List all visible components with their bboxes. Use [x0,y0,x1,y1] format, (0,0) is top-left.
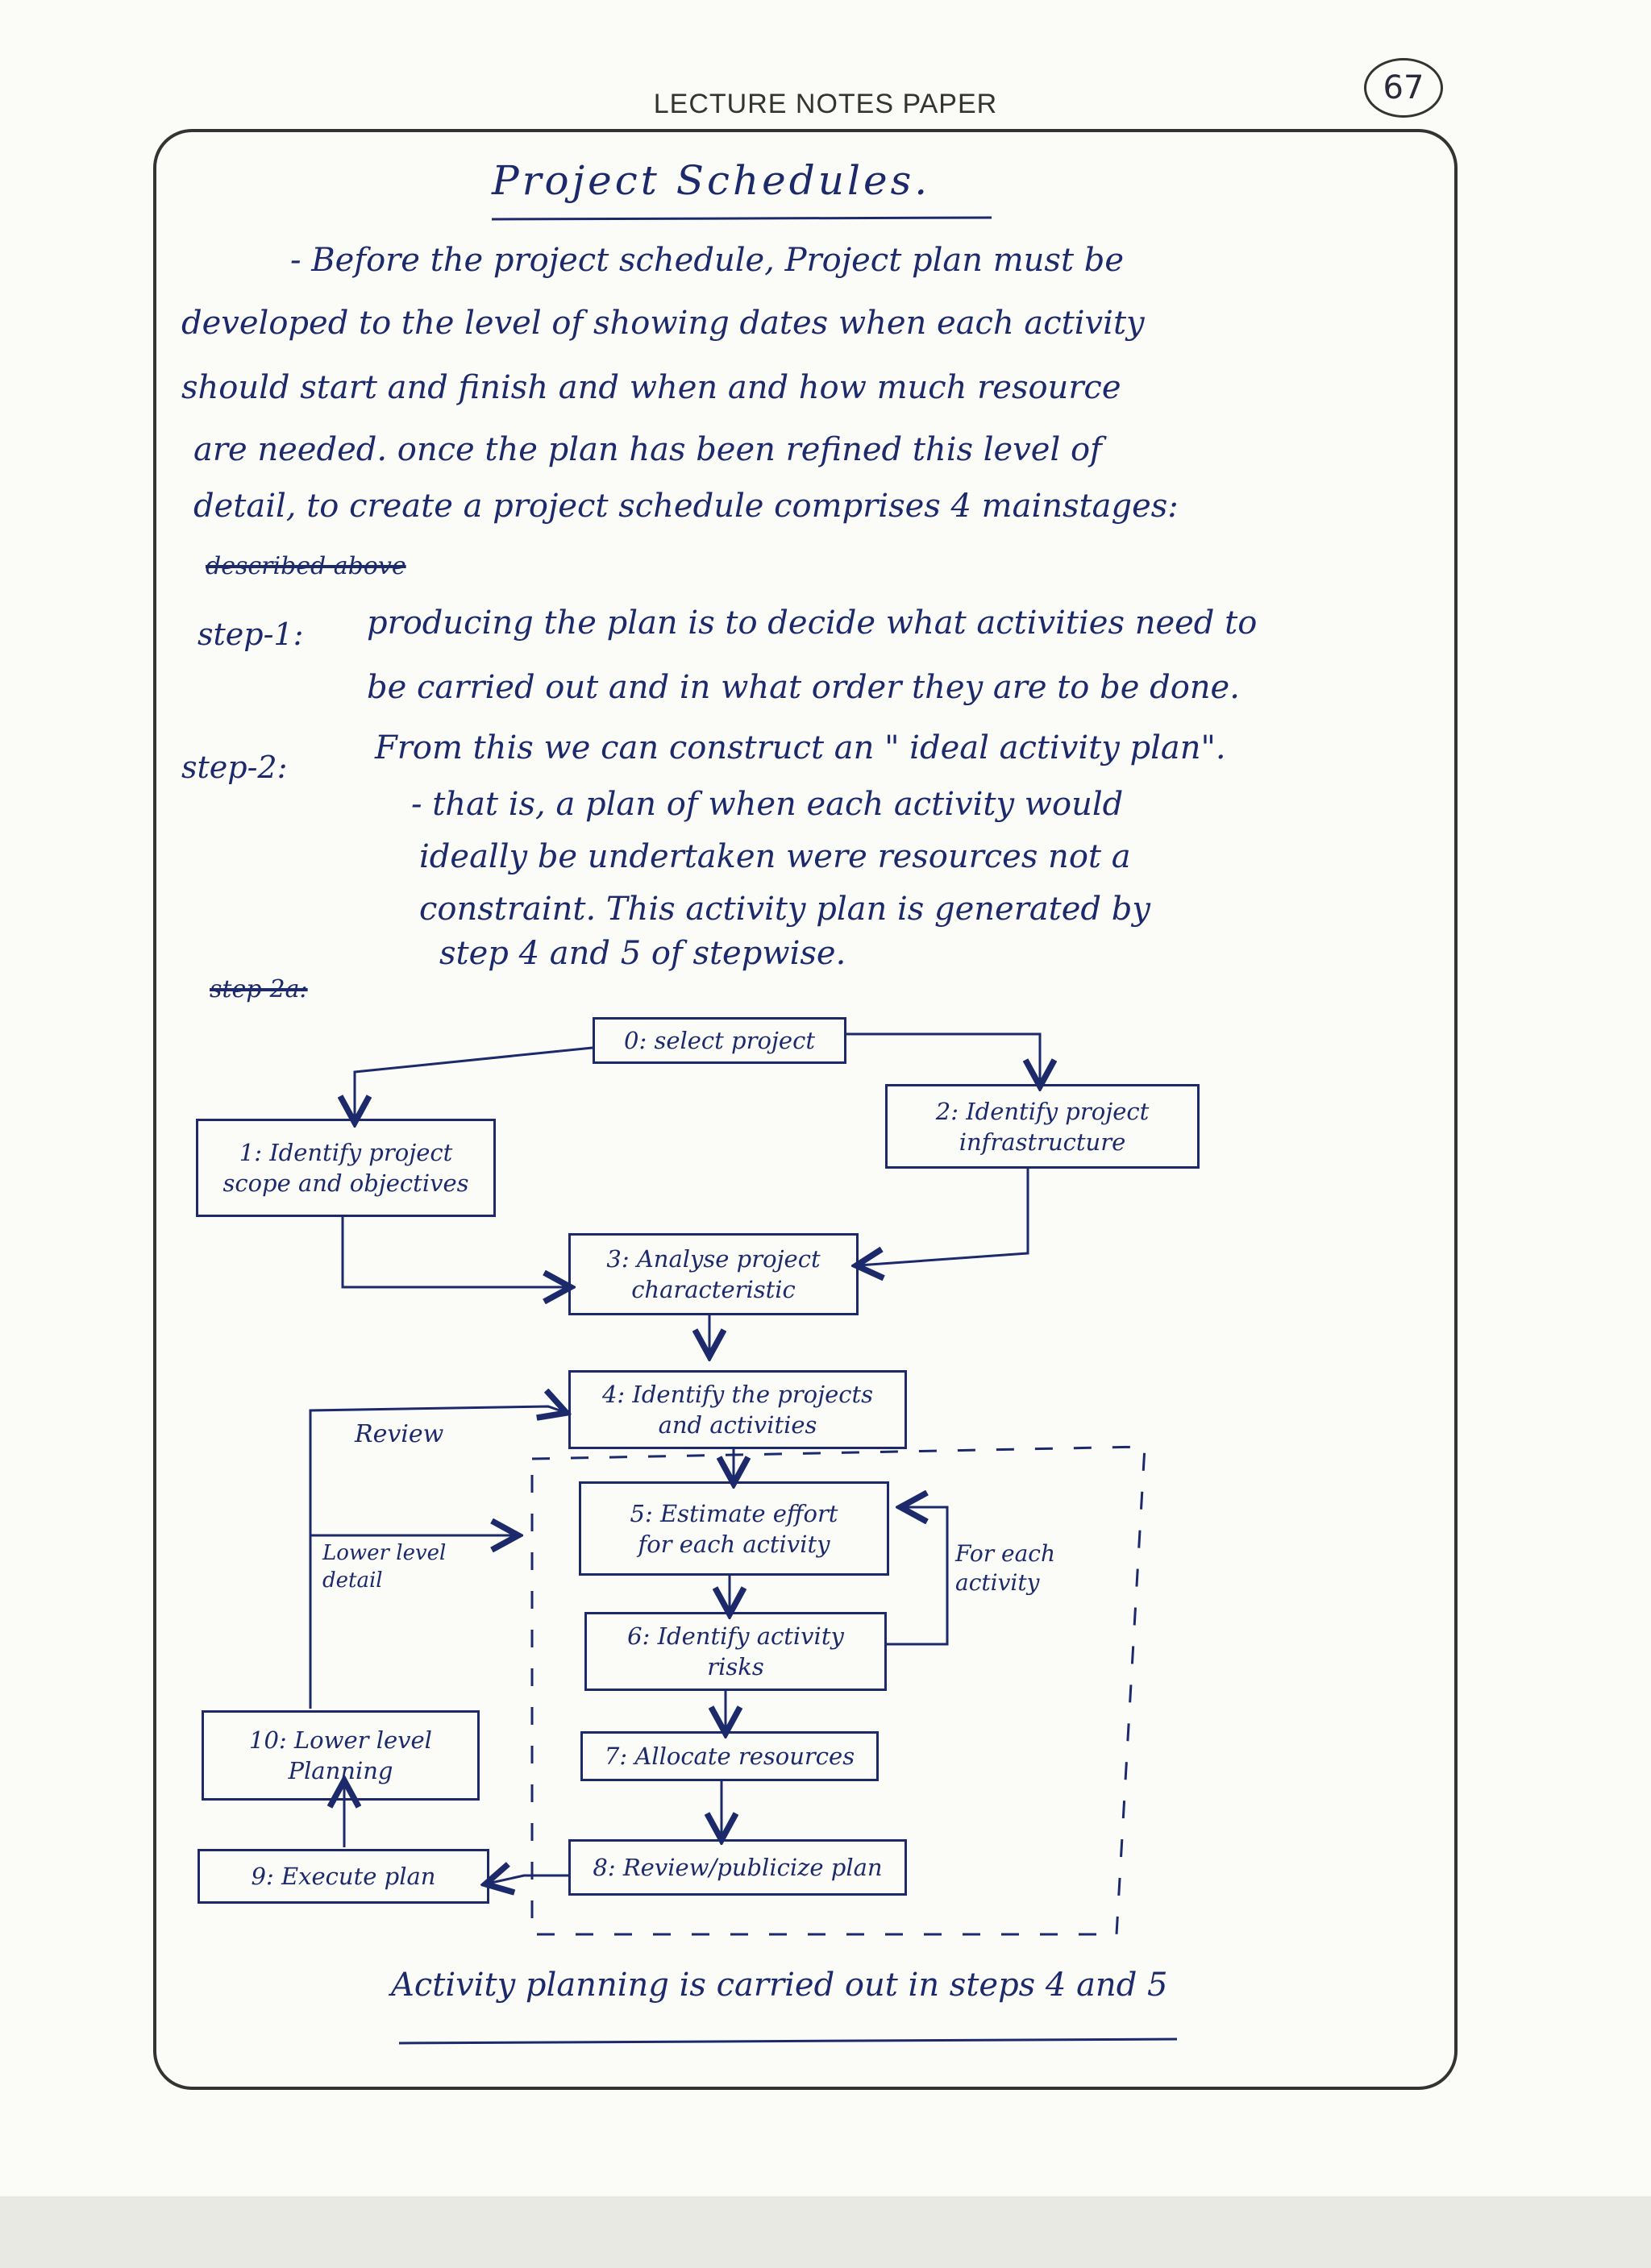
intro-line-3: should start and finish and when and how much resource [181,369,1121,406]
step-box-10-lower-level-planning [202,1710,480,1801]
step-box-8-label: 8: Review/publicize plan [593,1854,883,1881]
step-box-1-line-1: 1: Identify project [239,1139,453,1166]
label-lower-level-line-2: detail [322,1568,383,1593]
label-lower-level-detail [322,1539,446,1594]
step-box-8-review-publicize [568,1839,907,1896]
step-box-0-select-project [593,1017,846,1064]
label-for-each-activity [955,1539,1055,1597]
step2-line-5: step 4 and 5 of stepwise. [439,935,846,972]
struck-out-text: described above [206,552,406,580]
intro-line-5: detail, to create a project schedule comprises 4 mainstages: [193,488,1179,525]
label-for-each-line-1: For each [955,1540,1056,1567]
step1-label: step-1: [198,617,304,652]
page-number: 67 [1364,58,1443,118]
step-box-4-line-2: and activities [658,1411,817,1439]
step1-line-2: be carried out and in what order they are to be done. [367,669,1240,706]
step-box-6-activity-risks [584,1612,887,1691]
step-box-7-label: 7: Allocate resources [604,1743,855,1770]
label-lower-level-line-1: Lower level [322,1541,447,1565]
step-box-4-line-1: 4: Identify the projects [601,1381,874,1408]
intro-line-1: - Before the project schedule, Project plan must be [290,242,1125,279]
step-box-7-allocate-resources [580,1731,879,1781]
step-box-0-label: 0: select project [624,1027,815,1054]
step-box-10-line-1: 10: Lower level [249,1726,432,1754]
step-box-3-line-2: characteristic [631,1276,796,1303]
step-box-2-line-2: infrastructure [959,1128,1126,1156]
step-box-9-execute-plan [198,1849,489,1904]
step-box-1-line-2: scope and objectives [222,1169,469,1197]
step-box-1-scope-objectives [196,1119,496,1217]
step-box-4-identify-activities [568,1370,907,1449]
step-box-9-label: 9: Execute plan [251,1863,436,1890]
step-box-6-line-1: 6: Identify activity [627,1622,844,1650]
step-box-3-line-1: 3: Analyse project [606,1245,821,1273]
step-box-3-analyse [568,1233,859,1315]
label-for-each-line-2: activity [955,1569,1040,1596]
step2-line-3: ideally be undertaken were resources not a [419,838,1131,875]
step-box-2-line-1: 2: Identify project [935,1097,1150,1125]
step1-line-1: producing the plan is to decide what activities need to [367,604,1258,642]
diagram-caption: Activity planning is carried out in steps 4 and 5 [391,1967,1168,2004]
step-box-10-line-2: Planning [288,1757,393,1784]
step2-line-4: constraint. This activity plan is generated by [419,891,1150,928]
step-box-5-line-1: 5: Estimate effort [630,1499,838,1527]
step-box-6-line-2: risks [707,1653,764,1680]
step2-line-1: From this we can construct an " ideal activity plan". [375,729,1226,766]
struck-out-step-label: step-2a: [210,975,308,1003]
intro-line-2: developed to the level of showing dates when each activity [181,305,1145,342]
scan-bottom-margin [0,2196,1651,2268]
page-header: LECTURE NOTES PAPER [653,89,998,119]
step-box-5-line-2: for each activity [638,1530,830,1558]
label-review: Review [355,1420,444,1448]
step-box-2-infrastructure [885,1084,1200,1169]
step-box-5-estimate-effort [579,1481,889,1576]
step2-line-2: - that is, a plan of when each activity would [411,786,1124,823]
intro-line-4: are needed. once the plan has been refined this level of [193,431,1102,468]
step2-label: step-2: [181,750,288,785]
page-title: Project Schedules. [492,157,931,204]
